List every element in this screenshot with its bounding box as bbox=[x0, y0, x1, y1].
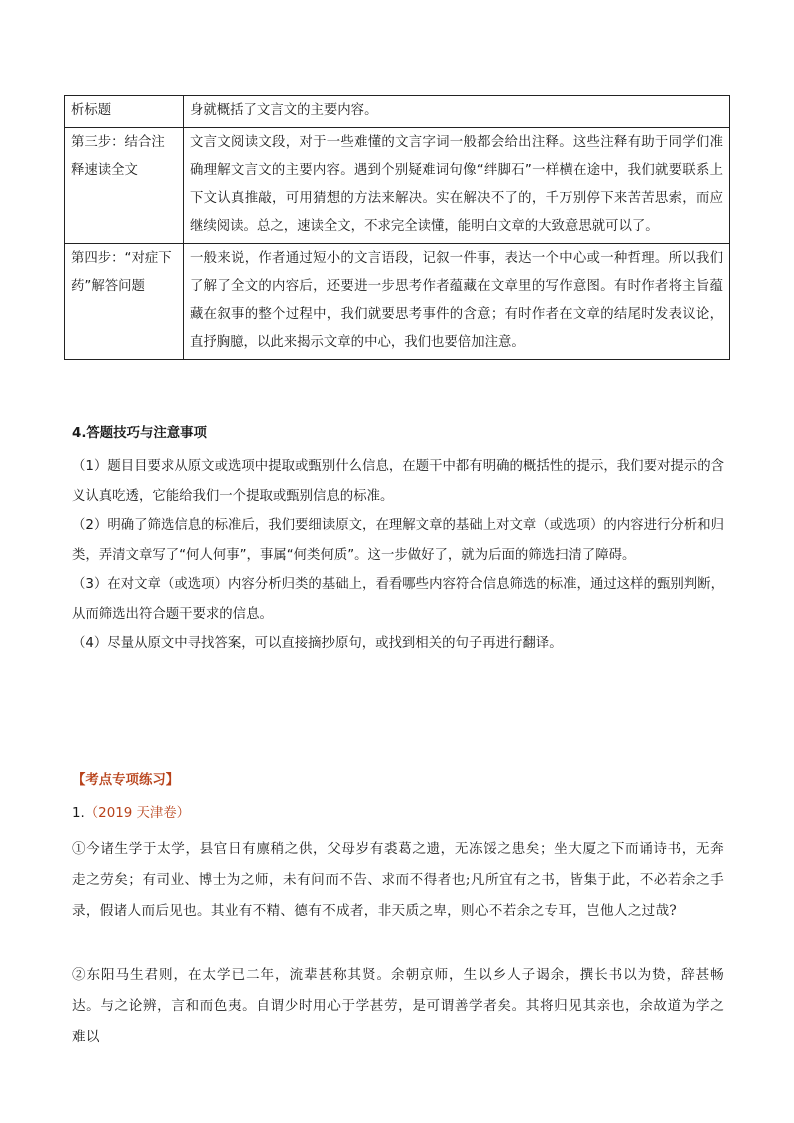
section-title: 4.答题技巧与注意事项 bbox=[72, 426, 207, 441]
classical-passage-2: ②东阳马生君则，在太学已二年，流辈甚称其贤。余朝京师，生以乡人子谒余，撰长书以为贽，辞甚畅达。与之论辨，言和而色夷。自谓少时用心于学甚劳，是可谓善学者矣。其将归见其亲也，余故道为学之难以 bbox=[72, 967, 724, 1045]
question-number: 1. bbox=[72, 806, 85, 821]
tip-paragraph: （1）题目目要求从原文或选项中提取或甄别什么信息，在题干中都有明确的概括性的提示，我们要对提示的含义认真吃透，它能给我们一个提取或甄别信息的标准。 bbox=[72, 459, 724, 504]
tip-paragraph: （3）在对文章（或选项）内容分析归类的基础上，看看哪些内容符合信息筛选的标准，通过这样的甄别判断，从而筛选出符合题干要求的信息。 bbox=[72, 577, 724, 622]
table-row bbox=[65, 96, 730, 128]
tips-paragraphs bbox=[72, 452, 724, 659]
row-text: 一般来说，作者通过短小的文言语段，记叙一件事，表达一个中心或一种哲理。所以我们了解了全文的内容后，还要进一步思考作者蕴藏在文章里的写作意图。有时作者将主旨蕴藏在叙事的整个过程中，我们就要思考事件的含意；有时作者在文章的结尾时发表议论，直抒胸臆，以此来揭示文章的中心，我们也要倍加注意。 bbox=[184, 244, 730, 360]
tip-paragraph: （2）明确了筛选信息的标准后，我们要细读原文，在理解文章的基础上对文章（或选项）的内容进行分析和归类，弄清文章写了“何人何事”，事属“何类何质”。这一步做好了，就为后面的筛选扫清了障碍。 bbox=[72, 518, 724, 563]
question-source: （2019 天津卷） bbox=[84, 806, 191, 821]
row-text: 文言文阅读文段，对于一些难懂的文言字词一般都会给出注释。这些注释有助于同学们准确理解文言文的主要内容。遇到个别疑难词句像“绊脚石”一样横在途中，我们就要联系上下文认真推敲，可用猜想的方法来解决。实在解决不了的，千万别停下来苦苦思索，而应继续阅读。总之，速读全文，不求完全读懂，能明白文章的大致意思就可以了。 bbox=[184, 128, 730, 244]
table-row bbox=[65, 244, 730, 360]
method-steps-table bbox=[64, 95, 730, 360]
row-text: 身就概括了文言文的主要内容。 bbox=[184, 96, 730, 128]
question-header bbox=[72, 804, 190, 824]
row-label: 第四步：“对症下药”解答问题 bbox=[65, 244, 184, 360]
tip-paragraph: （4）尽量从原文中寻找答案，可以直接摘抄原句，或找到相关的句子再进行翻译。 bbox=[72, 636, 563, 651]
row-label: 析标题 bbox=[65, 96, 184, 128]
table-row bbox=[65, 128, 730, 244]
practice-heading: 【考点专项练习】 bbox=[72, 773, 180, 788]
row-label: 第三步：结合注释速读全文 bbox=[65, 128, 184, 244]
classical-passage-1: ①今诸生学于太学，县官日有廪稍之供，父母岁有裘葛之遗，无冻馁之患矣；坐大厦之下而诵诗书，无奔走之劳矣；有司业、博士为之师，未有问而不告、求而不得者也;凡所宜有之书，皆集于此，不必若余之手录，假诸人而后见也。其业有不精、德有不成者，非天质之卑，则心不若余之专耳，岂他人之过哉? bbox=[72, 841, 724, 919]
